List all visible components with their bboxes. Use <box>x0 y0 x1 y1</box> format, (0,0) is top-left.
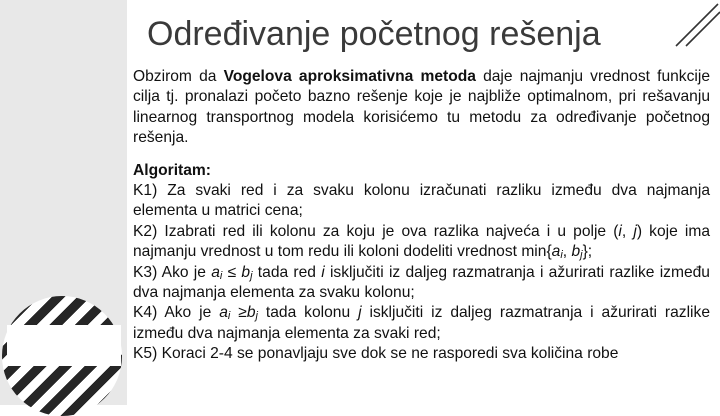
step-k1: K1) Za svaki red i za svaku kolonu izračunati razliku između dva najmanja elementa u matrici cena; <box>133 182 710 220</box>
algorithm-section <box>133 161 710 365</box>
intro-text-2: daje najmanju vrednost funkcije cilja tj. pronalazi početo bazno rešenje koje je najbliže optimalnom, pri rešavanju linearnog transportnog modela korisićemo tu metodu za određivanje početnog rešenja. <box>133 68 710 147</box>
white-label-box <box>7 325 121 366</box>
intro-text-1: Obzirom da <box>133 68 224 85</box>
intro-method-name: Vogelova aproksimativna metoda <box>223 68 476 85</box>
intro-paragraph <box>133 67 710 149</box>
slide-title: Određivanje početnog rešenja <box>147 15 601 53</box>
step-k2: K2) Izabrati red ili kolonu za koju je ova razlika najveća i u polje (i, j) koje ima najmanju vrednost u tom redu ili koloni dodeliti vrednost $\min\{a_i$, $b_j$}; <box>133 222 710 262</box>
step-k3: K3) Ako je $a_i \le b_j$ tada red i isključiti iz daljeg razmatranja i ažurirati razlike između dva najmanja elementa za svaku kolonu; <box>133 263 710 302</box>
algorithm-heading: Algoritam: <box>133 161 211 179</box>
step-k4: K4) Ako je $a_i \ge b_j$ tada kolonu j isključiti iz daljeg razmatranja i ažurirati razlike između dva najmanja elementa za svaki red; <box>133 304 710 342</box>
slide-body <box>133 67 710 365</box>
step-k5: K5) Koraci 2-4 se ponavljaju sve dok se ne rasporedi sva količina robe <box>133 345 619 363</box>
